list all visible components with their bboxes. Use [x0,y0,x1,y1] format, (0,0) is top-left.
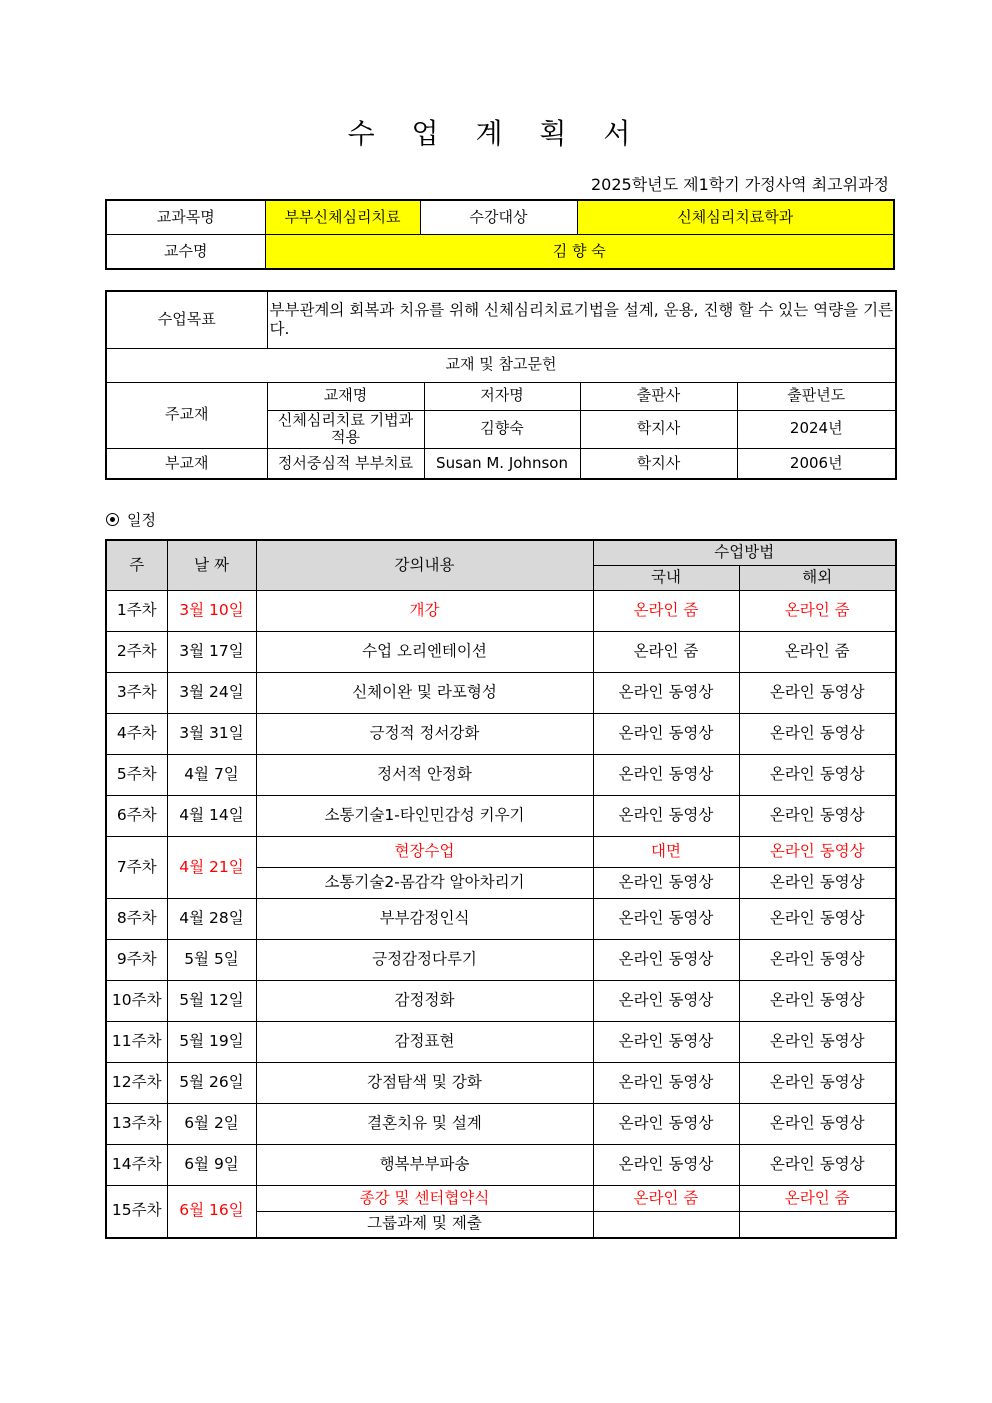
main-textbook-year: 2024년 [737,410,896,448]
content-cell: 결혼치유 및 설계 [256,1104,593,1145]
week-cell: 6주차 [106,796,167,837]
domestic-cell: 온라인 동영상 [593,940,739,981]
overseas-cell: 온라인 동영상 [739,1022,896,1063]
table-row [106,755,896,796]
content-cell: 수업 오리엔테이션 [256,632,593,673]
week-cell: 9주차 [106,940,167,981]
overseas-header: 해외 [739,566,896,591]
week-cell: 10주차 [106,981,167,1022]
col-year-header: 출판년도 [737,382,896,410]
content-header: 강의내용 [256,540,593,591]
main-textbook-publisher: 학지사 [580,410,737,448]
week-header: 주 [106,540,167,591]
domestic-cell [593,1212,739,1238]
domestic-cell: 온라인 동영상 [593,868,739,899]
domestic-cell: 온라인 줌 [593,632,739,673]
domestic-cell: 대면 [593,837,739,868]
page-subtitle: 2025학년도 제1학기 가정사역 최고위과정 [591,175,889,194]
overseas-cell: 온라인 동영상 [739,755,896,796]
domestic-cell: 온라인 줌 [593,1186,739,1212]
week-cell: 14주차 [106,1145,167,1186]
week-cell: 15주차 [106,1186,167,1238]
date-cell: 5월 19일 [167,1022,256,1063]
sub-textbook-author: Susan M. Johnson [424,448,580,479]
date-cell: 5월 12일 [167,981,256,1022]
week-cell: 11주차 [106,1022,167,1063]
date-cell: 3월 17일 [167,632,256,673]
domestic-cell: 온라인 동영상 [593,796,739,837]
date-header: 날 짜 [167,540,256,591]
overseas-cell: 온라인 줌 [739,632,896,673]
content-cell: 현장수업 [256,837,593,868]
week-cell: 13주차 [106,1104,167,1145]
overseas-cell: 온라인 동영상 [739,796,896,837]
content-cell: 그룹과제 및 제출 [256,1212,593,1238]
radio-bullet-icon [106,513,119,526]
overseas-cell: 온라인 동영상 [739,899,896,940]
content-cell: 긍정감정다루기 [256,940,593,981]
content-cell: 정서적 안정화 [256,755,593,796]
table-row [106,673,896,714]
date-cell: 4월 7일 [167,755,256,796]
page-title: 수 업 계 획 서 [347,117,645,150]
week-cell: 5주차 [106,755,167,796]
table-row [106,1145,896,1186]
table-row [106,899,896,940]
table-row [106,837,896,868]
week-cell: 3주차 [106,673,167,714]
table-row [106,1186,896,1212]
subject-value: 부부신체심리치료 [265,200,420,235]
content-cell: 부부감정인식 [256,899,593,940]
col-author-header: 저자명 [424,382,580,410]
week-cell: 8주차 [106,899,167,940]
date-cell: 3월 31일 [167,714,256,755]
main-textbook-label: 주교재 [106,382,267,448]
col-title-header: 교재명 [267,382,424,410]
table-row [106,1104,896,1145]
week-cell: 4주차 [106,714,167,755]
date-cell: 4월 14일 [167,796,256,837]
target-label: 수강대상 [420,200,577,235]
overseas-cell: 온라인 동영상 [739,940,896,981]
domestic-cell: 온라인 동영상 [593,673,739,714]
week-cell: 12주차 [106,1063,167,1104]
goal-text: 부부관계의 회복과 치유를 위해 신체심리치료기법을 설계, 운용, 진행 할 수 있는 역량을 기른다. [267,291,896,348]
domestic-cell: 온라인 동영상 [593,1145,739,1186]
table-row [106,1022,896,1063]
date-cell: 3월 24일 [167,673,256,714]
domestic-cell: 온라인 동영상 [593,981,739,1022]
date-cell: 4월 28일 [167,899,256,940]
week-cell: 7주차 [106,837,167,899]
content-cell: 신체이완 및 라포형성 [256,673,593,714]
date-cell: 3월 10일 [167,591,256,632]
overseas-cell: 온라인 동영상 [739,714,896,755]
content-cell: 감정정화 [256,981,593,1022]
date-cell: 4월 21일 [167,837,256,899]
overseas-cell: 온라인 줌 [739,1186,896,1212]
overseas-cell: 온라인 동영상 [739,1063,896,1104]
week-cell: 1주차 [106,591,167,632]
schedule-heading-text: 일정 [127,511,156,529]
table-row [106,1063,896,1104]
date-cell: 6월 2일 [167,1104,256,1145]
table-row [106,981,896,1022]
domestic-cell: 온라인 동영상 [593,1022,739,1063]
table-row [106,714,896,755]
references-heading: 교재 및 참고문헌 [106,348,896,382]
table-row [106,796,896,837]
content-cell: 긍정적 정서강화 [256,714,593,755]
overseas-cell: 온라인 동영상 [739,837,896,868]
content-cell: 소통기술2-몸감각 알아차리기 [256,868,593,899]
date-cell: 5월 26일 [167,1063,256,1104]
table-row [106,632,896,673]
content-cell: 행복부부파송 [256,1145,593,1186]
content-cell: 강점탐색 및 강화 [256,1063,593,1104]
sub-textbook-year: 2006년 [737,448,896,479]
domestic-cell: 온라인 동영상 [593,1104,739,1145]
date-cell: 5월 5일 [167,940,256,981]
professor-label: 교수명 [106,235,265,270]
method-header: 수업방법 [593,540,896,566]
domestic-cell: 온라인 줌 [593,591,739,632]
content-cell: 종강 및 센터협약식 [256,1186,593,1212]
course-info-table [105,199,895,270]
professor-value: 김 향 숙 [265,235,894,270]
overseas-cell: 온라인 동영상 [739,868,896,899]
content-cell: 소통기술1-타인민감성 키우기 [256,796,593,837]
schedule-heading [106,509,156,530]
week-cell: 2주차 [106,632,167,673]
subject-label: 교과목명 [106,200,265,235]
overseas-cell [739,1212,896,1238]
domestic-cell: 온라인 동영상 [593,755,739,796]
date-cell: 6월 9일 [167,1145,256,1186]
schedule-table [105,539,897,1239]
table-row [106,940,896,981]
overseas-cell: 온라인 동영상 [739,673,896,714]
main-textbook-author: 김향숙 [424,410,580,448]
sub-textbook-title: 정서중심적 부부치료 [267,448,424,479]
overseas-cell: 온라인 동영상 [739,981,896,1022]
references-table [105,290,897,480]
goal-label: 수업목표 [106,291,267,348]
main-textbook-title: 신체심리치료 기법과 적용 [267,410,424,448]
overseas-cell: 온라인 동영상 [739,1145,896,1186]
domestic-header: 국내 [593,566,739,591]
date-cell: 6월 16일 [167,1186,256,1238]
domestic-cell: 온라인 동영상 [593,899,739,940]
content-cell: 개강 [256,591,593,632]
table-row [106,591,896,632]
overseas-cell: 온라인 동영상 [739,1104,896,1145]
domestic-cell: 온라인 동영상 [593,714,739,755]
target-value: 신체심리치료학과 [577,200,894,235]
content-cell: 감정표현 [256,1022,593,1063]
sub-textbook-label: 부교재 [106,448,267,479]
overseas-cell: 온라인 줌 [739,591,896,632]
sub-textbook-publisher: 학지사 [580,448,737,479]
domestic-cell: 온라인 동영상 [593,1063,739,1104]
col-publisher-header: 출판사 [580,382,737,410]
